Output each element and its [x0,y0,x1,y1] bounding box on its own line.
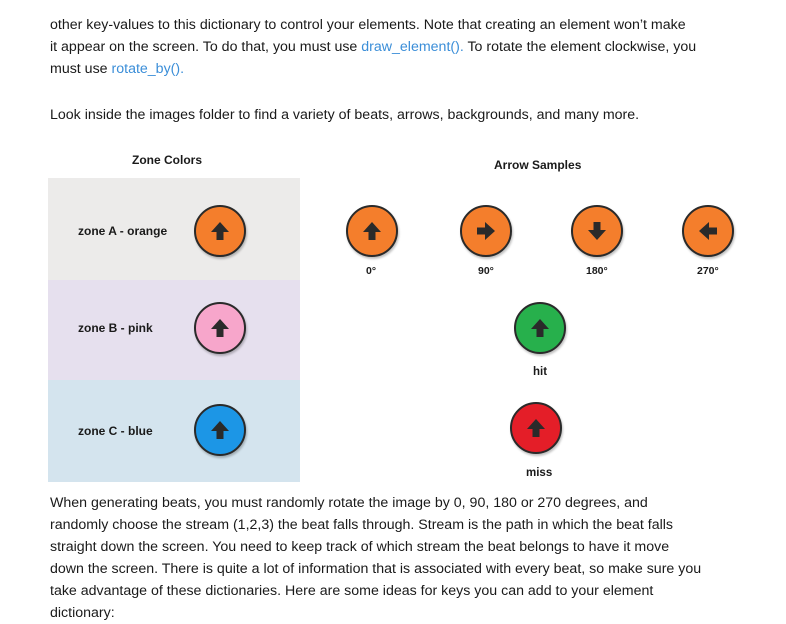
sample-label-270: 270° [697,265,719,277]
sample-arrow-90-button [460,205,512,257]
intro-line-1: other key-values to this dictionary to control your elements. Note that creating an element won’t make [50,17,686,33]
arrow-up-icon [208,316,232,340]
zone-c-panel [48,380,300,482]
intro-paragraph [50,14,740,80]
sample-label-0: 0° [366,265,377,277]
hit-label: hit [533,366,548,378]
beats-line: dictionary: [50,605,115,621]
arrow-down-icon [585,219,609,243]
zone-b-panel [48,280,300,380]
beats-line: straight down the screen. You need to keep track of which stream the beat belongs to have it move [50,539,670,555]
sample-arrow-0-button [346,205,398,257]
arrow-up-icon [360,219,384,243]
images-note: Look inside the images folder to find a variety of beats, arrows, backgrounds, and many more. [50,107,640,123]
zone-c-label: zone C - blue [78,424,153,438]
zone-b-arrow-button [194,302,246,354]
hit-arrow-button [514,302,566,354]
arrow-samples-title: Arrow Samples [494,158,582,172]
beats-paragraph [50,492,740,624]
zone-b-label: zone B - pink [78,321,153,335]
zone-colors-title: Zone Colors [132,153,203,167]
beats-line: take advantage of these dictionaries. Here are some ideas for keys you can add to your element [50,583,654,599]
miss-label: miss [526,467,553,479]
intro-line-2: it appear on the screen. To do that, you must use [50,39,362,55]
arrow-up-icon [208,418,232,442]
sample-arrow-270-button [682,205,734,257]
sample-label-90: 90° [478,265,494,277]
intro-line-3: must use [50,61,112,77]
zone-a-label: zone A - orange [78,224,168,238]
zone-a-arrow-button [194,205,246,257]
beats-line: When generating beats, you must randomly rotate the image by 0, 90, 180 or 270 degrees, and [50,495,648,511]
beats-line: randomly choose the stream (1,2,3) the beat falls through. Stream is the path in which the beat falls [50,517,674,533]
zone-a-panel [48,178,300,280]
beats-line: down the screen. There is quite a lot of information that is associated with every beat, so make sure you [50,561,702,577]
intro-line-2-end: To rotate the element clockwise, you [463,39,697,55]
arrow-right-icon [474,219,498,243]
arrow-left-icon [696,219,720,243]
sample-arrow-180-button [571,205,623,257]
arrow-up-icon [528,316,552,340]
arrow-up-icon [524,416,548,440]
draw-element-link[interactable]: draw_element(). [361,39,464,55]
miss-arrow-button [510,402,562,454]
sample-label-180: 180° [586,265,608,277]
rotate-by-link[interactable]: rotate_by(). [111,61,185,77]
zone-c-arrow-button [194,404,246,456]
arrow-up-icon [208,219,232,243]
